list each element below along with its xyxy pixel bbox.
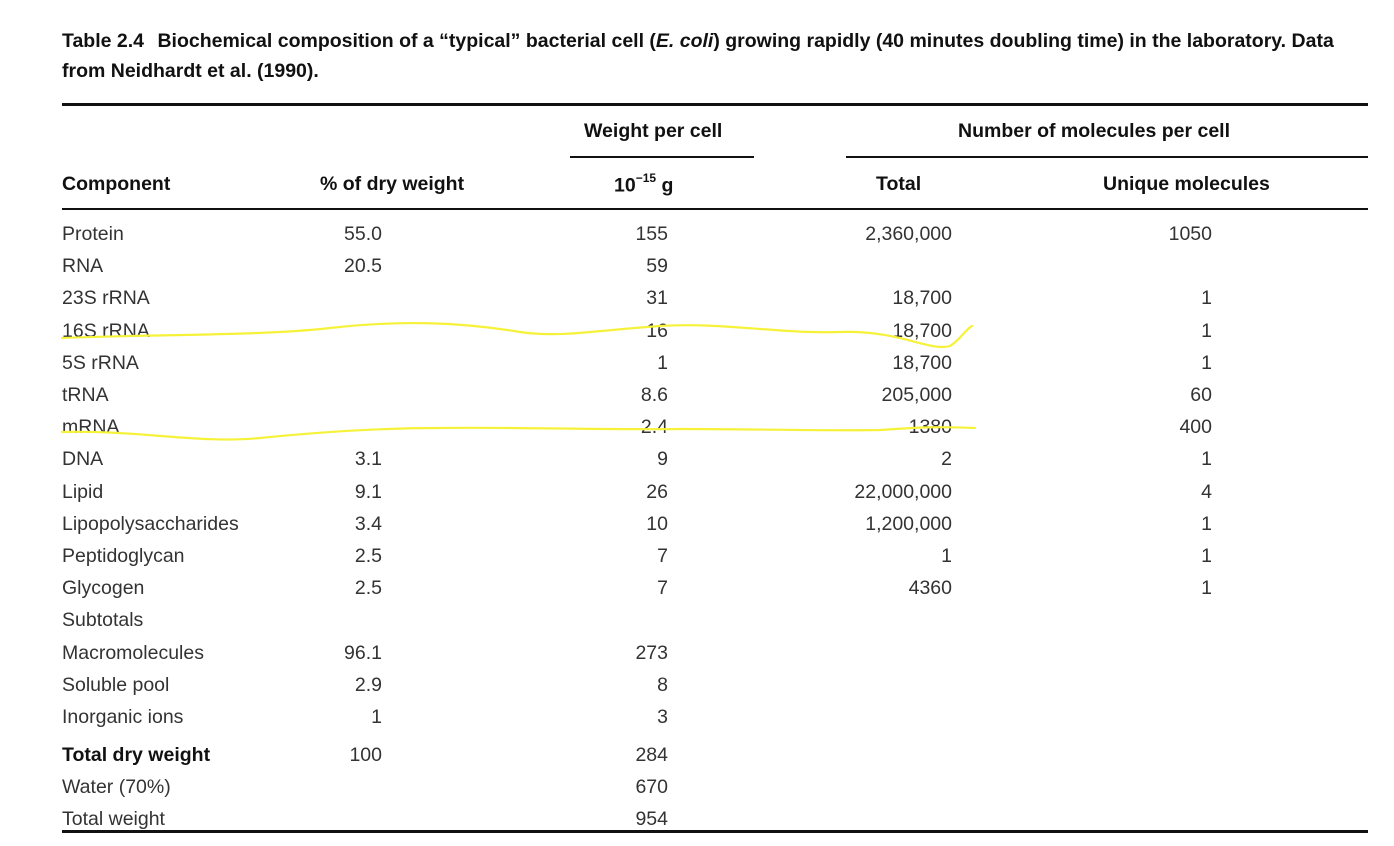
row-unique-molecules: 1 (1201, 448, 1212, 471)
row-weight: 2.4 (640, 416, 668, 439)
row-weight (560, 604, 668, 636)
row-total-molecules: 1,200,000 (865, 512, 952, 535)
row-unique-molecules (1060, 250, 1212, 282)
row-unique-molecules: 1 (1201, 287, 1212, 310)
weight-unit-suffix: g (656, 174, 674, 197)
row-component: Lipopolysaccharides (62, 512, 239, 535)
header-rule (62, 208, 1368, 210)
row-pct-dry-weight: 2.5 (354, 545, 382, 567)
row-pct-dry-weight: 55.0 (344, 223, 382, 245)
weight-group-rule (570, 156, 754, 158)
row-component: mRNA (62, 416, 120, 439)
row-weight: 273 (635, 641, 668, 664)
row-component: Protein (62, 223, 124, 245)
header-total: Total (876, 173, 922, 195)
row-pct-dry-weight (300, 282, 382, 314)
row-weight: 284 (635, 744, 668, 766)
header-weight-unit (614, 173, 673, 198)
row-pct-dry-weight (300, 771, 382, 803)
row-weight: 155 (635, 223, 668, 245)
row-unique-molecules: 1050 (1168, 223, 1212, 245)
weight-unit-base: 10 (614, 174, 636, 197)
row-component: Macromolecules (62, 641, 204, 664)
row-total-molecules: 205,000 (881, 384, 952, 406)
row-total-molecules: 18,700 (892, 319, 952, 342)
row-total-molecules: 1 (941, 545, 952, 567)
row-total-molecules: 2,360,000 (865, 223, 952, 245)
row-weight: 3 (657, 706, 668, 728)
row-component: Subtotals (62, 609, 144, 632)
row-total-molecules (780, 739, 952, 771)
row-unique-molecules (1060, 771, 1212, 803)
row-pct-dry-weight: 96.1 (344, 641, 382, 664)
caption-organism: E. coli (655, 30, 714, 52)
molecules-group-rule (846, 156, 1368, 158)
header-weight-group: Weight per cell (584, 120, 723, 142)
row-unique-molecules: 400 (1179, 416, 1212, 439)
row-pct-dry-weight: 100 (349, 744, 382, 766)
row-component: DNA (62, 448, 104, 471)
row-total-molecules (780, 604, 952, 636)
row-weight: 31 (646, 287, 668, 310)
row-unique-molecules: 1 (1201, 545, 1212, 567)
table-caption (62, 26, 1342, 86)
row-weight: 16 (646, 319, 668, 342)
row-weight: 670 (635, 776, 668, 799)
row-unique-molecules: 1 (1201, 512, 1212, 535)
row-total-molecules: 18,700 (892, 351, 952, 374)
row-weight: 7 (657, 545, 668, 567)
row-component: Lipid (62, 480, 104, 503)
row-pct-dry-weight: 3.1 (354, 448, 382, 471)
table-number: Table 2.4 (62, 30, 145, 52)
row-weight: 10 (646, 512, 668, 535)
row-unique-molecules: 60 (1190, 384, 1212, 406)
row-component: tRNA (62, 384, 109, 406)
row-weight: 8 (657, 673, 668, 696)
row-unique-molecules (1060, 604, 1212, 636)
row-pct-dry-weight (300, 379, 382, 411)
row-total-molecules: 4360 (908, 577, 952, 600)
row-weight: 8.6 (640, 384, 668, 406)
weight-unit-exponent: −15 (635, 171, 657, 185)
row-component: Soluble pool (62, 673, 170, 696)
row-component: RNA (62, 255, 104, 278)
row-unique-molecules: 1 (1201, 351, 1212, 374)
row-pct-dry-weight: 20.5 (344, 255, 382, 278)
header-unique: Unique molecules (1103, 173, 1270, 195)
row-unique-molecules (1060, 637, 1212, 669)
row-total-molecules (780, 771, 952, 803)
row-component: 5S rRNA (62, 351, 139, 374)
row-unique-molecules: 4 (1201, 480, 1212, 503)
row-pct-dry-weight: 2.5 (354, 577, 382, 600)
row-total-molecules (780, 637, 952, 669)
row-unique-molecules (1060, 739, 1212, 771)
header-pct-dry-weight: % of dry weight (320, 173, 465, 195)
row-total-molecules (780, 250, 952, 282)
row-component: 23S rRNA (62, 287, 150, 310)
bottom-rule (62, 830, 1368, 833)
row-component: Water (70%) (62, 776, 171, 799)
row-weight: 1 (657, 351, 668, 374)
row-total-molecules (780, 701, 952, 733)
row-total-molecules (780, 669, 952, 701)
row-unique-molecules (1060, 669, 1212, 701)
row-component: Inorganic ions (62, 706, 184, 728)
row-component: 16S rRNA (62, 319, 150, 342)
row-pct-dry-weight: 9.1 (354, 480, 382, 503)
row-total-molecules: 1380 (908, 416, 952, 439)
row-pct-dry-weight (300, 411, 382, 443)
header-molecules-group: Number of molecules per cell (958, 120, 1231, 142)
caption-text-before: Biochemical composition of a “typical” bacterial cell ( (157, 30, 656, 52)
row-weight: 7 (657, 577, 668, 600)
caption-text-after: ) growing rapidly (40 minutes doubling time) in the laboratory. Data from Neidhardt et al. (1990). (62, 30, 1334, 82)
row-unique-molecules: 1 (1201, 577, 1212, 600)
row-component: Total dry weight (62, 744, 211, 766)
row-component: Glycogen (62, 577, 145, 600)
top-rule (62, 103, 1368, 106)
row-pct-dry-weight (300, 347, 382, 379)
row-total-molecules: 22,000,000 (854, 480, 952, 503)
row-unique-molecules (1060, 701, 1212, 733)
row-unique-molecules: 1 (1201, 319, 1212, 342)
row-pct-dry-weight: 2.9 (354, 673, 382, 696)
row-weight: 9 (657, 448, 668, 471)
row-total-molecules: 18,700 (892, 287, 952, 310)
row-pct-dry-weight: 3.4 (354, 512, 382, 535)
row-weight: 954 (635, 808, 668, 831)
row-pct-dry-weight (300, 315, 382, 347)
row-component: Total weight (62, 808, 165, 831)
row-weight: 59 (646, 255, 668, 278)
row-component: Peptidoglycan (62, 545, 185, 567)
header-component: Component (62, 173, 171, 195)
row-total-molecules: 2 (941, 448, 952, 471)
row-weight: 26 (646, 480, 668, 503)
row-pct-dry-weight (300, 604, 382, 636)
row-pct-dry-weight: 1 (371, 706, 382, 728)
